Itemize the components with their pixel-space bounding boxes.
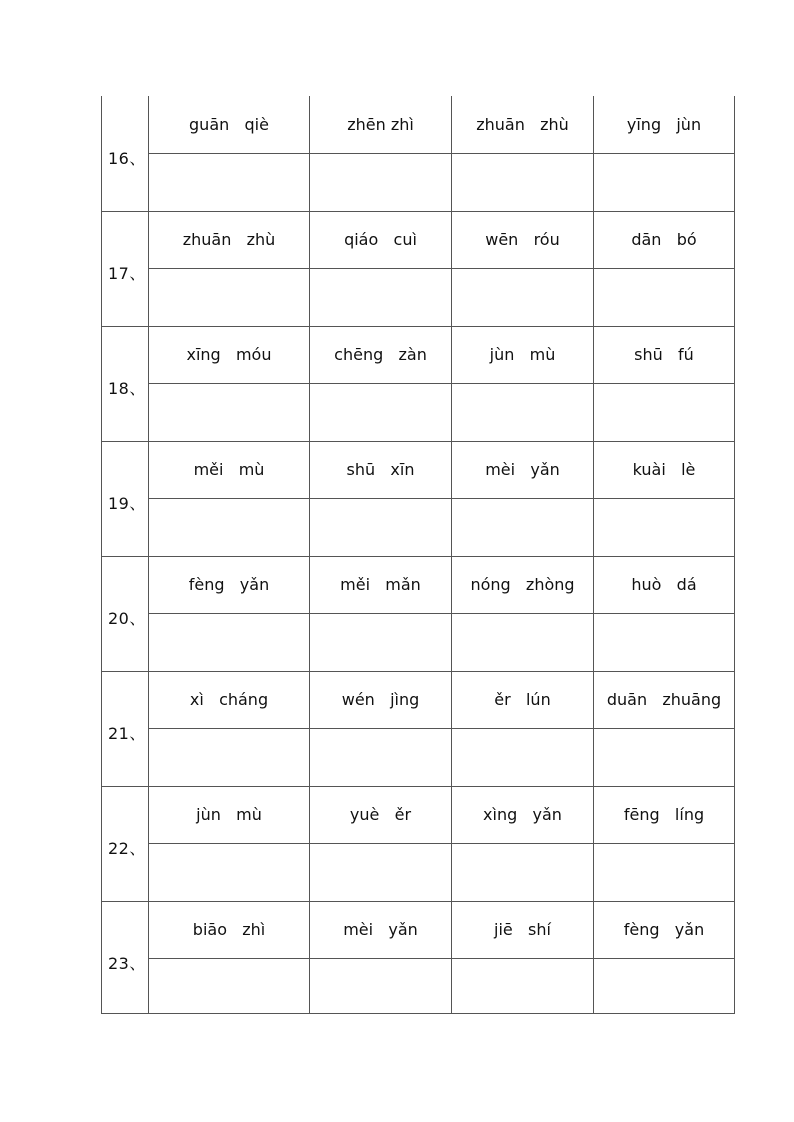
question-number: 17、 (108, 264, 146, 283)
pinyin-word: qiáo cuì (344, 230, 417, 249)
answer-cell[interactable] (310, 384, 451, 441)
pinyin-word: fèng yǎn (188, 575, 270, 594)
answer-cell[interactable] (452, 844, 593, 901)
row-divider (101, 211, 734, 212)
pinyin-word: wēn róu (485, 230, 560, 249)
pinyin-word: mèi yǎn (343, 920, 418, 939)
pinyin-word: zhuān zhù (182, 230, 276, 249)
row-divider (101, 441, 734, 442)
question-number: 22、 (108, 839, 146, 858)
pinyin-word: guān qiè (189, 115, 269, 134)
question-number: 20、 (108, 609, 146, 628)
pinyin-word: měi mù (193, 460, 265, 479)
answer-cell[interactable] (310, 499, 451, 556)
answer-cell[interactable] (149, 729, 309, 786)
pinyin-word: duān zhuāng (606, 690, 722, 709)
pinyin-word: měi mǎn (340, 575, 421, 594)
pinyin-word: biāo zhì (192, 920, 266, 939)
pinyin-word: jùn mù (489, 345, 556, 364)
pinyin-word: fèng yǎn (623, 920, 705, 939)
answer-cell[interactable] (594, 729, 734, 786)
pinyin-worksheet-table (101, 96, 734, 1014)
pinyin-word: shū xīn (346, 460, 415, 479)
pinyin-word: fēng líng (623, 805, 705, 824)
pinyin-word: xīng móu (186, 345, 272, 364)
table-row (101, 96, 734, 211)
row-divider (101, 901, 734, 902)
table-row (101, 671, 734, 786)
question-number: 19、 (108, 494, 146, 513)
pinyin-word: huò dá (631, 575, 697, 594)
answer-cell[interactable] (149, 384, 309, 441)
answer-cell[interactable] (452, 154, 593, 211)
answer-cell[interactable] (149, 959, 309, 1016)
answer-cell[interactable] (594, 959, 734, 1016)
answer-cell[interactable] (310, 844, 451, 901)
pinyin-word: zhuān zhù (476, 115, 569, 134)
table-row (101, 326, 734, 441)
pinyin-word: kuài lè (632, 460, 696, 479)
pinyin-word: dān bó (631, 230, 697, 249)
answer-cell[interactable] (452, 384, 593, 441)
answer-cell[interactable] (452, 499, 593, 556)
row-divider (101, 786, 734, 787)
pinyin-word: yuè ěr (349, 805, 412, 824)
pinyin-word: jiē shí (494, 920, 551, 939)
pinyin-word: shū fú (634, 345, 694, 364)
table-border-right (734, 96, 735, 1014)
pinyin-word: zhēn zhì (347, 115, 414, 134)
pinyin-word: wén jìng (341, 690, 420, 709)
answer-cell[interactable] (594, 384, 734, 441)
answer-cell[interactable] (310, 269, 451, 326)
table-row (101, 441, 734, 556)
answer-cell[interactable] (310, 729, 451, 786)
question-number: 18、 (108, 379, 146, 398)
pinyin-word: chēng zàn (334, 345, 427, 364)
pinyin-word: xì cháng (189, 690, 269, 709)
question-number: 16、 (108, 149, 146, 168)
answer-cell[interactable] (310, 154, 451, 211)
pinyin-word: jùn mù (196, 805, 262, 824)
answer-cell[interactable] (149, 614, 309, 671)
answer-cell[interactable] (594, 844, 734, 901)
pinyin-word: xìng yǎn (483, 805, 562, 824)
answer-cell[interactable] (594, 614, 734, 671)
answer-cell[interactable] (149, 154, 309, 211)
answer-cell[interactable] (149, 499, 309, 556)
pinyin-word: nóng zhòng (470, 575, 575, 594)
question-number: 21、 (108, 724, 146, 743)
answer-cell[interactable] (149, 844, 309, 901)
answer-cell[interactable] (452, 269, 593, 326)
pinyin-word: yīng jùn (626, 115, 702, 134)
table-row (101, 786, 734, 901)
table-row (101, 211, 734, 326)
row-divider (101, 556, 734, 557)
row-divider (101, 326, 734, 327)
table-row (101, 556, 734, 671)
answer-cell[interactable] (452, 614, 593, 671)
answer-cell[interactable] (594, 154, 734, 211)
answer-cell[interactable] (594, 269, 734, 326)
answer-cell[interactable] (310, 614, 451, 671)
pinyin-word: ěr lún (494, 690, 551, 709)
question-number: 23、 (108, 954, 146, 973)
answer-cell[interactable] (310, 959, 451, 1016)
answer-cell[interactable] (452, 729, 593, 786)
answer-cell[interactable] (594, 499, 734, 556)
pinyin-word: mèi yǎn (485, 460, 560, 479)
answer-cell[interactable] (149, 269, 309, 326)
row-divider (101, 671, 734, 672)
table-row (101, 901, 734, 1016)
answer-cell[interactable] (452, 959, 593, 1016)
